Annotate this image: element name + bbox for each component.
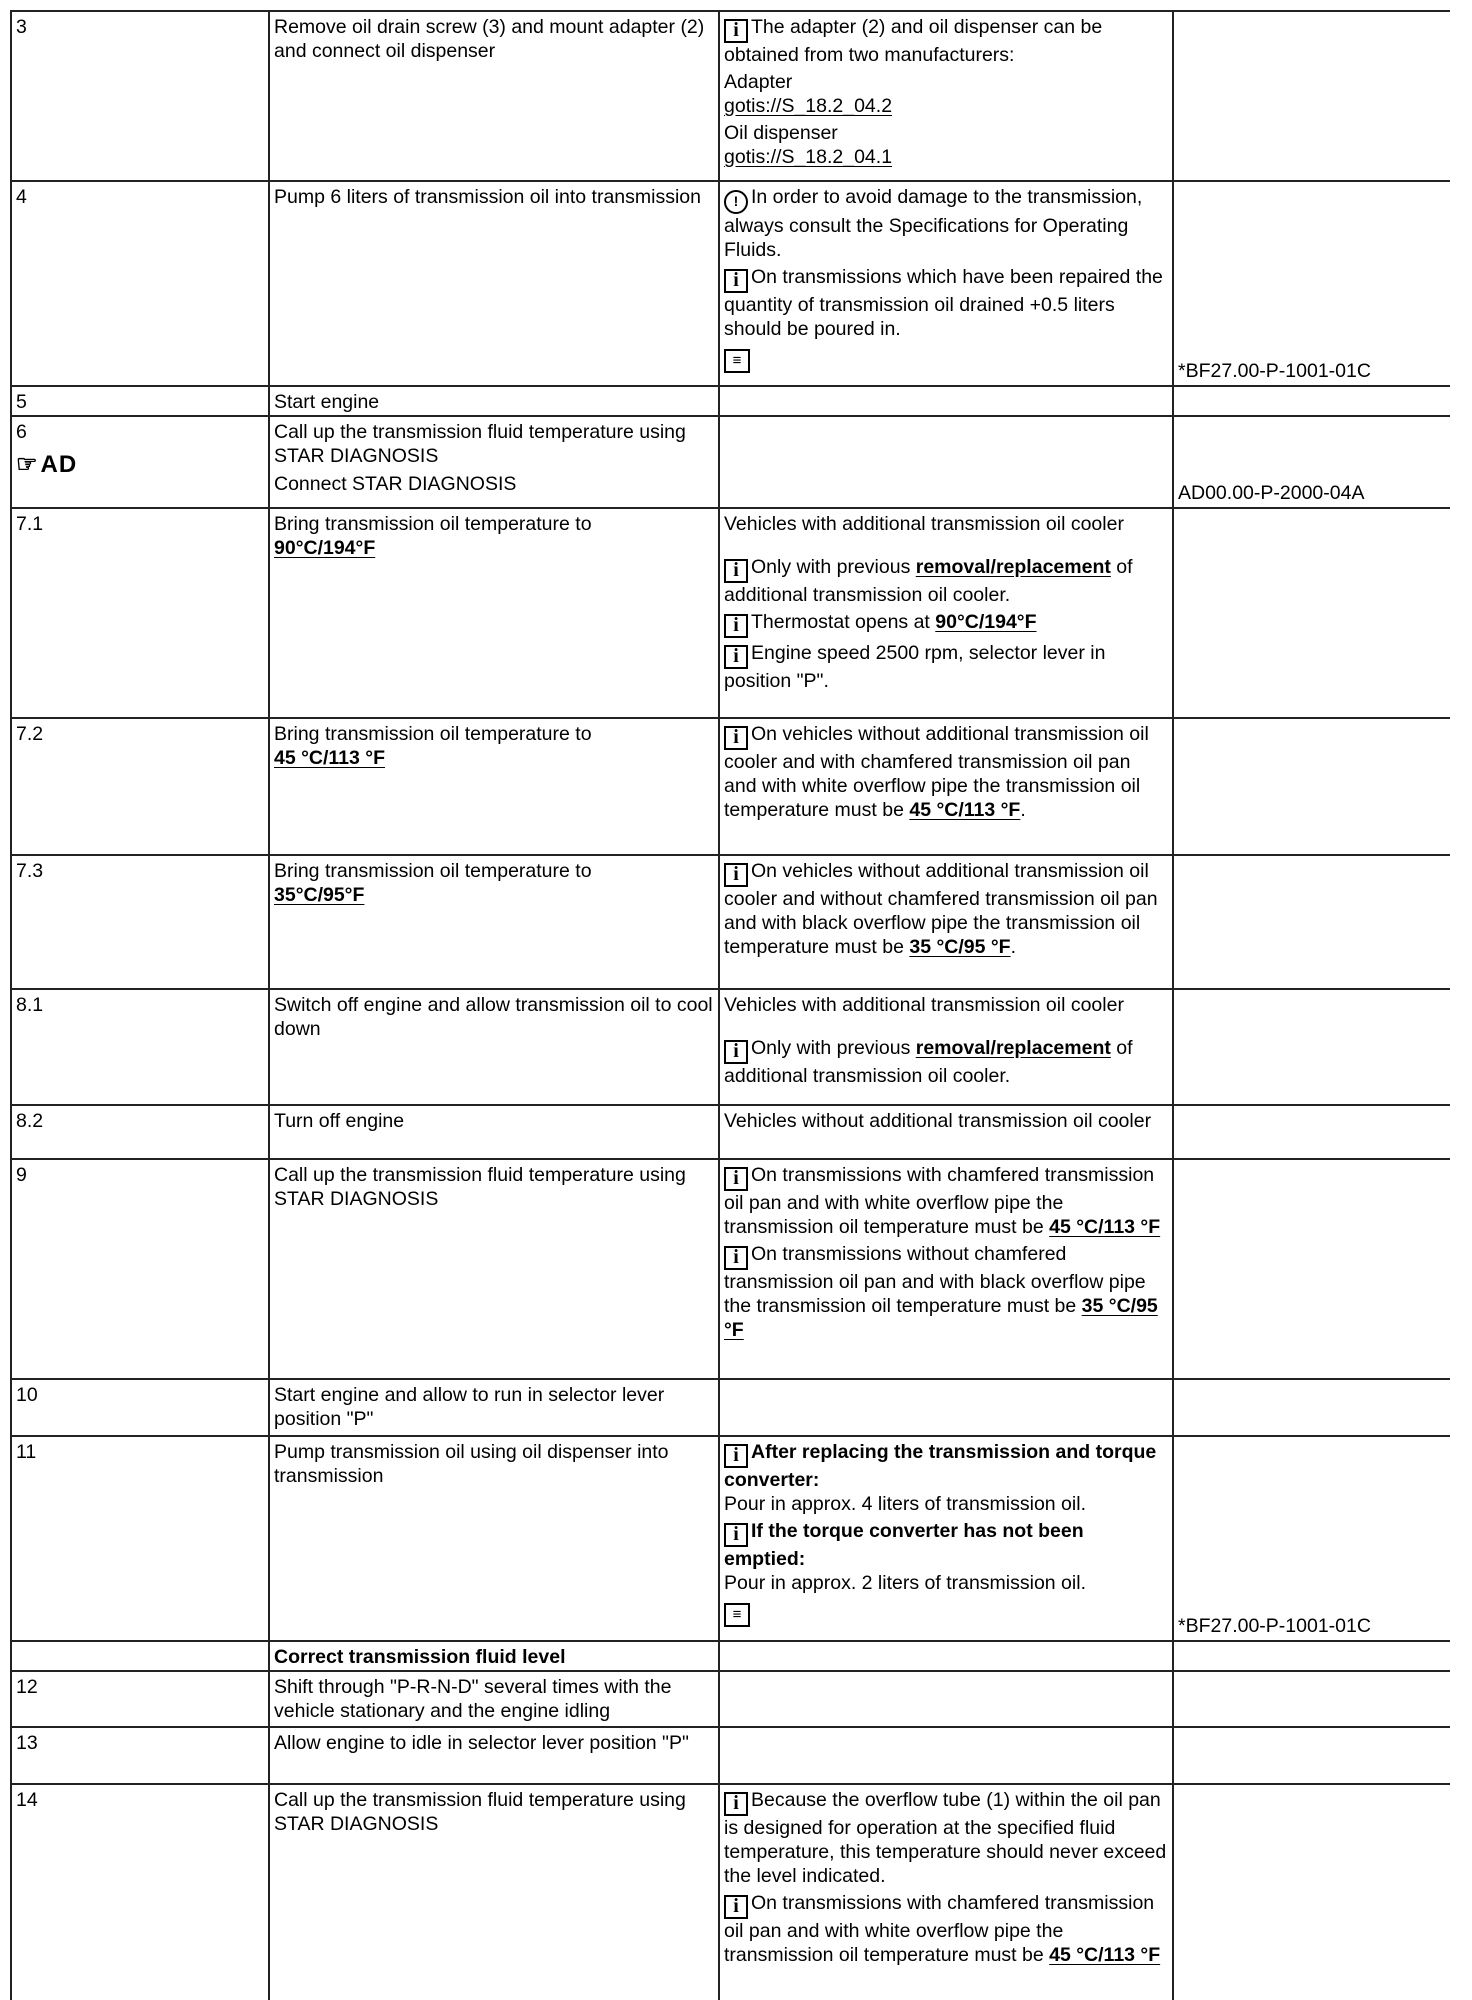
- step-notes: i After replacing the transmission and torque converter: Pour in approx. 4 liters of transmission oil. i If the torque converter has not been emptied: Pour in approx. 2 liters of transmission oil. ≡: [719, 1436, 1173, 1641]
- info-icon: i: [724, 1444, 748, 1468]
- step-notes: [719, 1379, 1173, 1436]
- info-icon: i: [724, 19, 748, 43]
- table-row: [11, 416, 1450, 508]
- step-action: Bring transmission oil temperature to 35°C/95°F: [269, 855, 719, 989]
- gotis-link[interactable]: gotis://S_18.2_04.2: [724, 95, 893, 117]
- warning-icon: !: [724, 190, 748, 214]
- table-row: [11, 1436, 1450, 1641]
- step-reference: [1173, 11, 1450, 181]
- info-icon: i: [724, 1246, 748, 1270]
- step-action: Call up the transmission fluid temperature using STAR DIAGNOSIS: [269, 1159, 719, 1379]
- step-reference[interactable]: *BF27.00-P-1001-01C: [1173, 1436, 1450, 1641]
- step-number: 14: [11, 1784, 269, 2000]
- step-reference: [1173, 1671, 1450, 1727]
- step-number: 7.2: [11, 718, 269, 855]
- info-icon: i: [724, 1792, 748, 1816]
- step-notes: [719, 416, 1173, 508]
- temperature-link[interactable]: 45 °C/113 °F: [1049, 1216, 1161, 1238]
- table-row: [11, 989, 1450, 1105]
- table-row: [11, 11, 1450, 181]
- section-heading: Correct transmission fluid level: [269, 1641, 719, 1671]
- step-number: [11, 1641, 269, 1671]
- step-action: Shift through "P-R-N-D" several times with the vehicle stationary and the engine idling: [269, 1671, 719, 1727]
- info-icon: i: [724, 1040, 748, 1064]
- step-notes: Vehicles with additional transmission oil cooler i Only with previous removal/replacement of additional transmission oil cooler.: [719, 989, 1173, 1105]
- step-notes: [719, 1671, 1173, 1727]
- table-row: [11, 386, 1450, 416]
- step-action: Start engine: [269, 386, 719, 416]
- step-number: 8.2: [11, 1105, 269, 1159]
- info-icon: i: [724, 1895, 748, 1919]
- gotis-link[interactable]: gotis://S_18.2_04.1: [724, 146, 893, 168]
- table-row: [11, 1671, 1450, 1727]
- info-icon: i: [724, 645, 748, 669]
- table-row: [11, 1641, 1450, 1671]
- step-reference[interactable]: AD00.00-P-2000-04A: [1173, 416, 1450, 508]
- step-number: 6 ☞AD: [11, 416, 269, 508]
- step-action: Call up the transmission fluid temperature using STAR DIAGNOSIS Connect STAR DIAGNOSIS: [269, 416, 719, 508]
- step-action: Allow engine to idle in selector lever position "P": [269, 1727, 719, 1784]
- temperature-link[interactable]: 35 °C/95 °F: [909, 936, 1011, 958]
- step-action: Switch off engine and allow transmission oil to cool down: [269, 989, 719, 1105]
- info-icon: i: [724, 726, 748, 750]
- step-notes: i On vehicles without additional transmission oil cooler and with chamfered transmission oil pan and with white overflow pipe the transmission oil temperature must be 45 °C/113 °F.: [719, 718, 1173, 855]
- step-reference: [1173, 1159, 1450, 1379]
- step-notes: [719, 386, 1173, 416]
- ad-marker: ☞AD: [16, 451, 78, 478]
- step-action: Start engine and allow to run in selector lever position "P": [269, 1379, 719, 1436]
- step-reference: [1173, 386, 1450, 416]
- step-reference[interactable]: *BF27.00-P-1001-01C: [1173, 181, 1450, 386]
- book-icon[interactable]: ≡: [724, 349, 750, 373]
- step-number: 4: [11, 181, 269, 386]
- info-icon: i: [724, 559, 748, 583]
- info-icon: i: [724, 269, 748, 293]
- table-row: [11, 1379, 1450, 1436]
- table-row: [11, 1105, 1450, 1159]
- step-reference: [1173, 508, 1450, 718]
- step-action: Bring transmission oil temperature to 45 °C/113 °F: [269, 718, 719, 855]
- temperature-link[interactable]: 45 °C/113 °F: [274, 747, 385, 769]
- step-action: Pump 6 liters of transmission oil into transmission: [269, 181, 719, 386]
- step-notes: [719, 1727, 1173, 1784]
- step-reference: [1173, 1727, 1450, 1784]
- table-row: [11, 181, 1450, 386]
- step-reference: [1173, 1641, 1450, 1671]
- step-notes: i The adapter (2) and oil dispenser can be obtained from two manufacturers: Adapter gotis://S_18.2_04.2 Oil dispenser gotis://S_18.2_04.1: [719, 11, 1173, 181]
- info-icon: i: [724, 614, 748, 638]
- step-number: 5: [11, 386, 269, 416]
- step-reference: [1173, 989, 1450, 1105]
- info-icon: i: [724, 1523, 748, 1547]
- step-number: 9: [11, 1159, 269, 1379]
- step-action: Remove oil drain screw (3) and mount adapter (2) and connect oil dispenser: [269, 11, 719, 181]
- info-icon: i: [724, 863, 748, 887]
- step-action: Bring transmission oil temperature to 90°C/194°F: [269, 508, 719, 718]
- info-icon: i: [724, 1167, 748, 1191]
- pointing-hand-icon: ☞: [16, 451, 39, 478]
- removal-replacement-link[interactable]: removal/replacement: [915, 556, 1111, 578]
- step-notes: [719, 1641, 1173, 1671]
- step-notes: i On transmissions with chamfered transmission oil pan and with white overflow pipe the transmission oil temperature must be 45 °C/113 °F i On transmissions without chamfered transmission oil pan and with black overflow pipe the transmission oil temperature must be 35 °C/95 °F: [719, 1159, 1173, 1379]
- step-action: Turn off engine: [269, 1105, 719, 1159]
- step-number: 13: [11, 1727, 269, 1784]
- removal-replacement-link[interactable]: removal/replacement: [915, 1037, 1111, 1059]
- step-number: 3: [11, 11, 269, 181]
- temperature-link[interactable]: 35 °C/95 °F: [724, 1295, 1158, 1341]
- step-notes: Vehicles with additional transmission oil cooler i Only with previous removal/replacement of additional transmission oil cooler. i Thermostat opens at 90°C/194°F i Engine speed 2500 rpm, selector lever in position "P".: [719, 508, 1173, 718]
- temperature-link[interactable]: 90°C/194°F: [274, 537, 376, 559]
- step-reference: [1173, 1379, 1450, 1436]
- step-notes: ! In order to avoid damage to the transmission, always consult the Specifications for Operating Fluids. i On transmissions which have been repaired the quantity of transmission oil drained +0.5 liters should be poured in. ≡: [719, 181, 1173, 386]
- step-number: 12: [11, 1671, 269, 1727]
- step-notes: i On vehicles without additional transmission oil cooler and without chamfered transmission oil pan and with black overflow pipe the transmission oil temperature must be 35 °C/95 °F.: [719, 855, 1173, 989]
- step-notes: Vehicles without additional transmission oil cooler: [719, 1105, 1173, 1159]
- table-row: [11, 718, 1450, 855]
- step-action: Call up the transmission fluid temperature using STAR DIAGNOSIS: [269, 1784, 719, 2000]
- step-number: 7.3: [11, 855, 269, 989]
- step-action: Pump transmission oil using oil dispenser into transmission: [269, 1436, 719, 1641]
- step-reference: [1173, 1784, 1450, 2000]
- step-number: 10: [11, 1379, 269, 1436]
- table-row: [11, 1727, 1450, 1784]
- procedure-sheet: [10, 10, 1450, 2000]
- temperature-link[interactable]: 45 °C/113 °F: [909, 799, 1021, 821]
- book-icon[interactable]: ≡: [724, 1603, 750, 1627]
- temperature-link[interactable]: 90°C/194°F: [935, 611, 1037, 633]
- step-notes: i Because the overflow tube (1) within the oil pan is designed for operation at the specified fluid temperature, this temperature should never exceed the level indicated. i On transmissions with chamfered transmission oil pan and with white overflow pipe the transmission oil temperature must be 45 °C/113 °F: [719, 1784, 1173, 2000]
- table-row: [11, 1159, 1450, 1379]
- step-reference: [1173, 718, 1450, 855]
- temperature-link[interactable]: 35°C/95°F: [274, 884, 365, 906]
- table-row: [11, 855, 1450, 989]
- step-number: 7.1: [11, 508, 269, 718]
- step-number: 11: [11, 1436, 269, 1641]
- step-reference: [1173, 1105, 1450, 1159]
- table-row: [11, 508, 1450, 718]
- step-number: 8.1: [11, 989, 269, 1105]
- temperature-link[interactable]: 45 °C/113 °F: [1049, 1944, 1161, 1966]
- table-row: [11, 1784, 1450, 2000]
- step-reference: [1173, 855, 1450, 989]
- procedure-table: [10, 10, 1450, 2000]
